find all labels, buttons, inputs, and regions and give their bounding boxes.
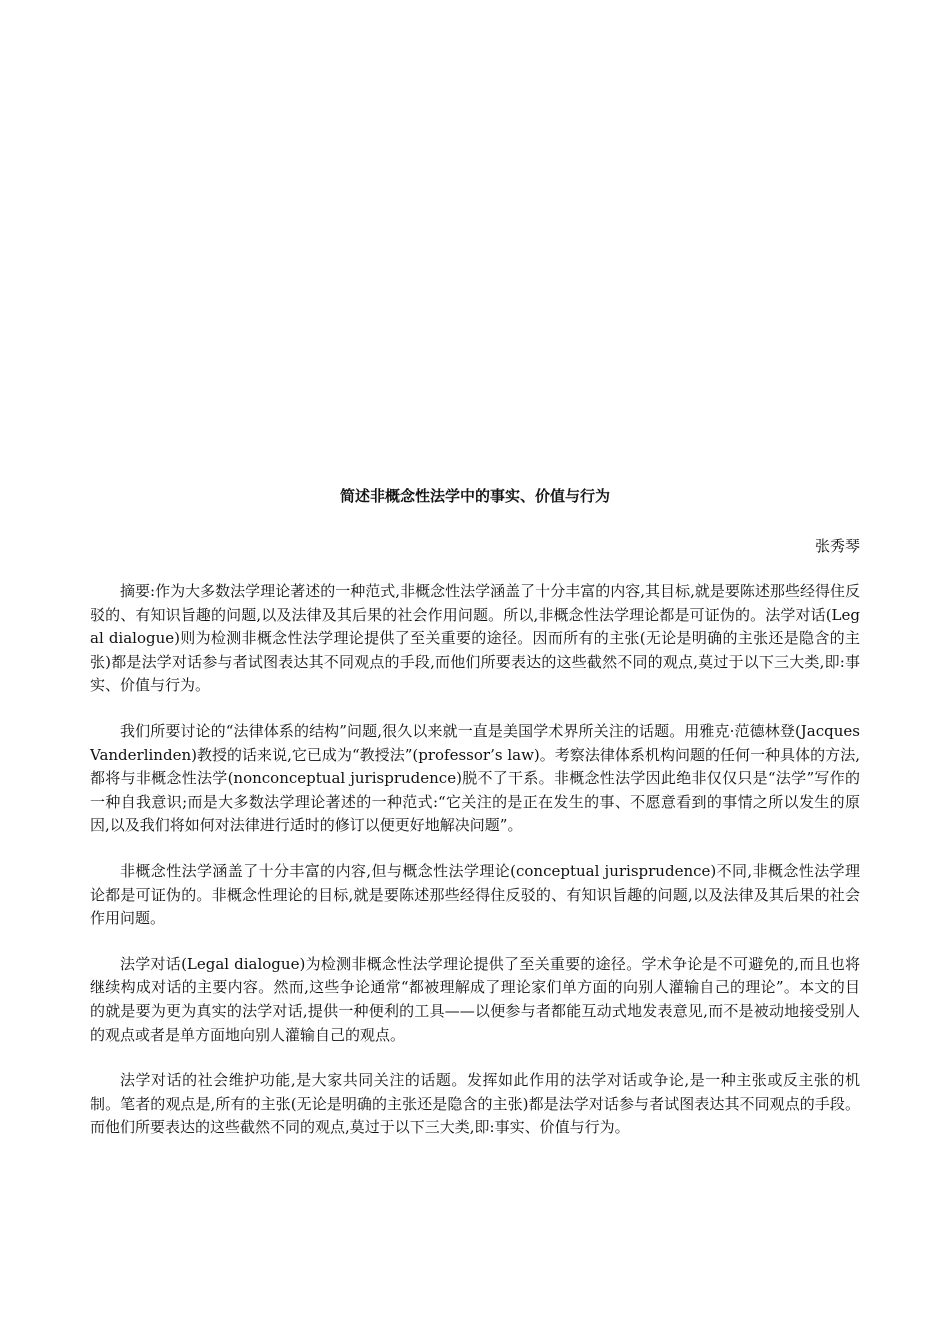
article-body	[90, 580, 860, 1162]
body-paragraph: 法学对话的社会维护功能,是大家共同关注的话题。发挥如此作用的法学对话或争论,是一种主张或反主张的机制。笔者的观点是,所有的主张(无论是明确的主张还是隐含的主张)都是法学对话参与者试图表达其不同观点的手段。而他们所要表达的这些截然不同的观点,莫过于以下三大类,即:事实、价值与行为。	[90, 1071, 860, 1137]
abstract-paragraph: 摘要:作为大多数法学理论著述的一种范式,非概念性法学涵盖了十分丰富的内容,其目标,就是要陈述那些经得住反驳的、有知识旨趣的问题,以及法律及其后果的社会作用问题。所以,非概念性法学理论都是可证伪的。法学对话(Legal dialogue)则为检测非概念性法学理论提供了至关重要的途径。因而所有的主张(无论是明确的主张还是隐含的主张)都是法学对话参与者试图表达其不同观点的手段,而他们所要表达的这些截然不同的观点,莫过于以下三大类,即:事实、价值与行为。	[90, 582, 860, 695]
body-paragraph: 非概念性法学涵盖了十分丰富的内容,但与概念性法学理论(conceptual jurisprudence)不同,非概念性法学理论都是可证伪的。非概念性理论的目标,就是要陈述那些经得住反驳的、有知识旨趣的问题,以及法律及其后果的社会作用问题。	[90, 861, 860, 928]
document-title: 简述非概念性法学中的事实、价值与行为	[339, 487, 610, 505]
author-name: 张秀琴	[814, 537, 860, 555]
body-paragraph: 法学对话(Legal dialogue)为检测非概念性法学理论提供了至关重要的途径。学术争论是不可避免的,而且也将继续构成对话的主要内容。然而,这些争论通常“都被理解成了理论家们单方面的向别人灌输自己的理论”。本文的目的就是要为更为真实的法学对话,提供一种便利的工具——以便参与者都能互动式地发表意见,而不是被动地接受别人的观点或者是单方面地向别人灌输自己的观点。	[90, 954, 860, 1044]
body-paragraph: 我们所要讨论的“法律体系的结构”问题,很久以来就一直是美国学术界所关注的话题。用雅克·范德林登(Jacques Vanderlinden)教授的话来说,它已成为“教授法”(professor’s law)。考察法律体系机构问题的任何一种具体的方法,都将与非概念性法学(nonconceptual jurisprudence)脱不了干系。非概念性法学因此绝非仅仅只是“法学”写作的一种自我意识;而是大多数法学理论著述的一种范式:“它关注的是正在发生的事、不愿意看到的事情之所以发生的原因,以及我们将如何对法律进行适时的修订以便更好地解决问题”。	[90, 721, 860, 835]
